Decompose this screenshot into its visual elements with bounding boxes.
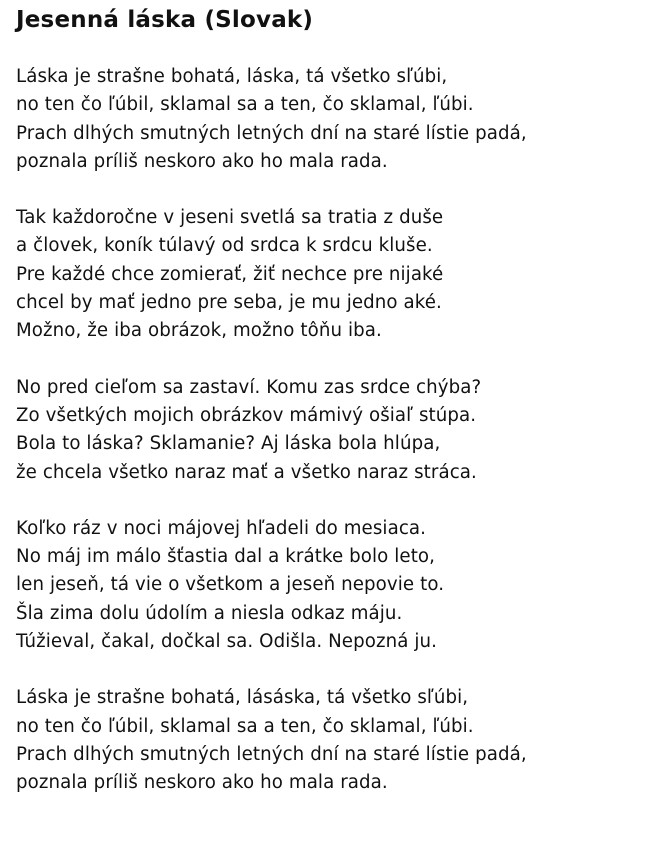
poem-line: no ten čo ľúbil, sklamal sa a ten, čo sklamal, ľúbi. [16, 94, 474, 116]
poem-line: Láska je strašne bohatá, láska, tá všetko sľúbi, [16, 66, 448, 87]
poem-line: Tak každoročne v jeseni svetlá sa tratia z duše [16, 207, 444, 229]
poem-line: Koľko ráz v noci májovej hľadeli do mesiaca. [16, 517, 427, 539]
poem-line: Zo všetkých mojich obrázkov mámivý ošiaľ stúpa. [16, 404, 477, 426]
stanza-4 [16, 515, 527, 656]
poem-line: poznala príliš neskoro ako ho mala rada. [16, 772, 388, 794]
stanza-5 [16, 684, 527, 797]
poem-line: chcel by mať jedno pre seba, je mu jedno aké. [16, 292, 442, 314]
poem-line: no ten čo ľúbil, sklamal sa a ten, čo sklamal, ľúbi. [16, 715, 474, 737]
poem-line: No pred cieľom sa zastaví. Komu zas srdce chýba? [16, 376, 482, 398]
poem-line: Túžieval, čakal, dočkal sa. Odišla. Nepozná ju. [16, 631, 438, 653]
poem-line: Prach dlhých smutných letných dní na staré lístie padá, [16, 122, 527, 144]
poem-line: len jeseň, tá vie o všetkom a jeseň nepovie to. [16, 574, 445, 596]
poem-line: Prach dlhých smutných letných dní na staré lístie padá, [16, 743, 527, 765]
poem-line: No máj im málo šťastia dal a krátke bolo leto, [16, 546, 436, 568]
poem-title: Jesenná láska (Slovak) [16, 7, 314, 33]
stanza-3 [16, 374, 527, 487]
poem-line: Pre každé chce zomierať, žiť nechce pre nijaké [16, 263, 444, 285]
poem-line: Možno, že iba obrázok, možno tôňu iba. [16, 320, 382, 342]
poem-line: poznala príliš neskoro ako ho mala rada. [16, 150, 388, 172]
stanza-2 [16, 204, 527, 345]
poem-body [16, 63, 527, 826]
poem-line: Šla zima dolu údolím a niesla odkaz máju. [16, 602, 403, 624]
poem-line: Bola to láska? Sklamanie? Aj láska bola hlúpa, [16, 433, 441, 455]
poem-line: a človek, koník túlavý od srdca k srdcu kluše. [16, 235, 433, 257]
poem-line: Láska je strašne bohatá, lásáska, tá všetko sľúbi, [16, 687, 469, 709]
poem-line: že chcela všetko naraz mať a všetko naraz stráca. [16, 461, 477, 483]
stanza-1 [16, 63, 527, 176]
